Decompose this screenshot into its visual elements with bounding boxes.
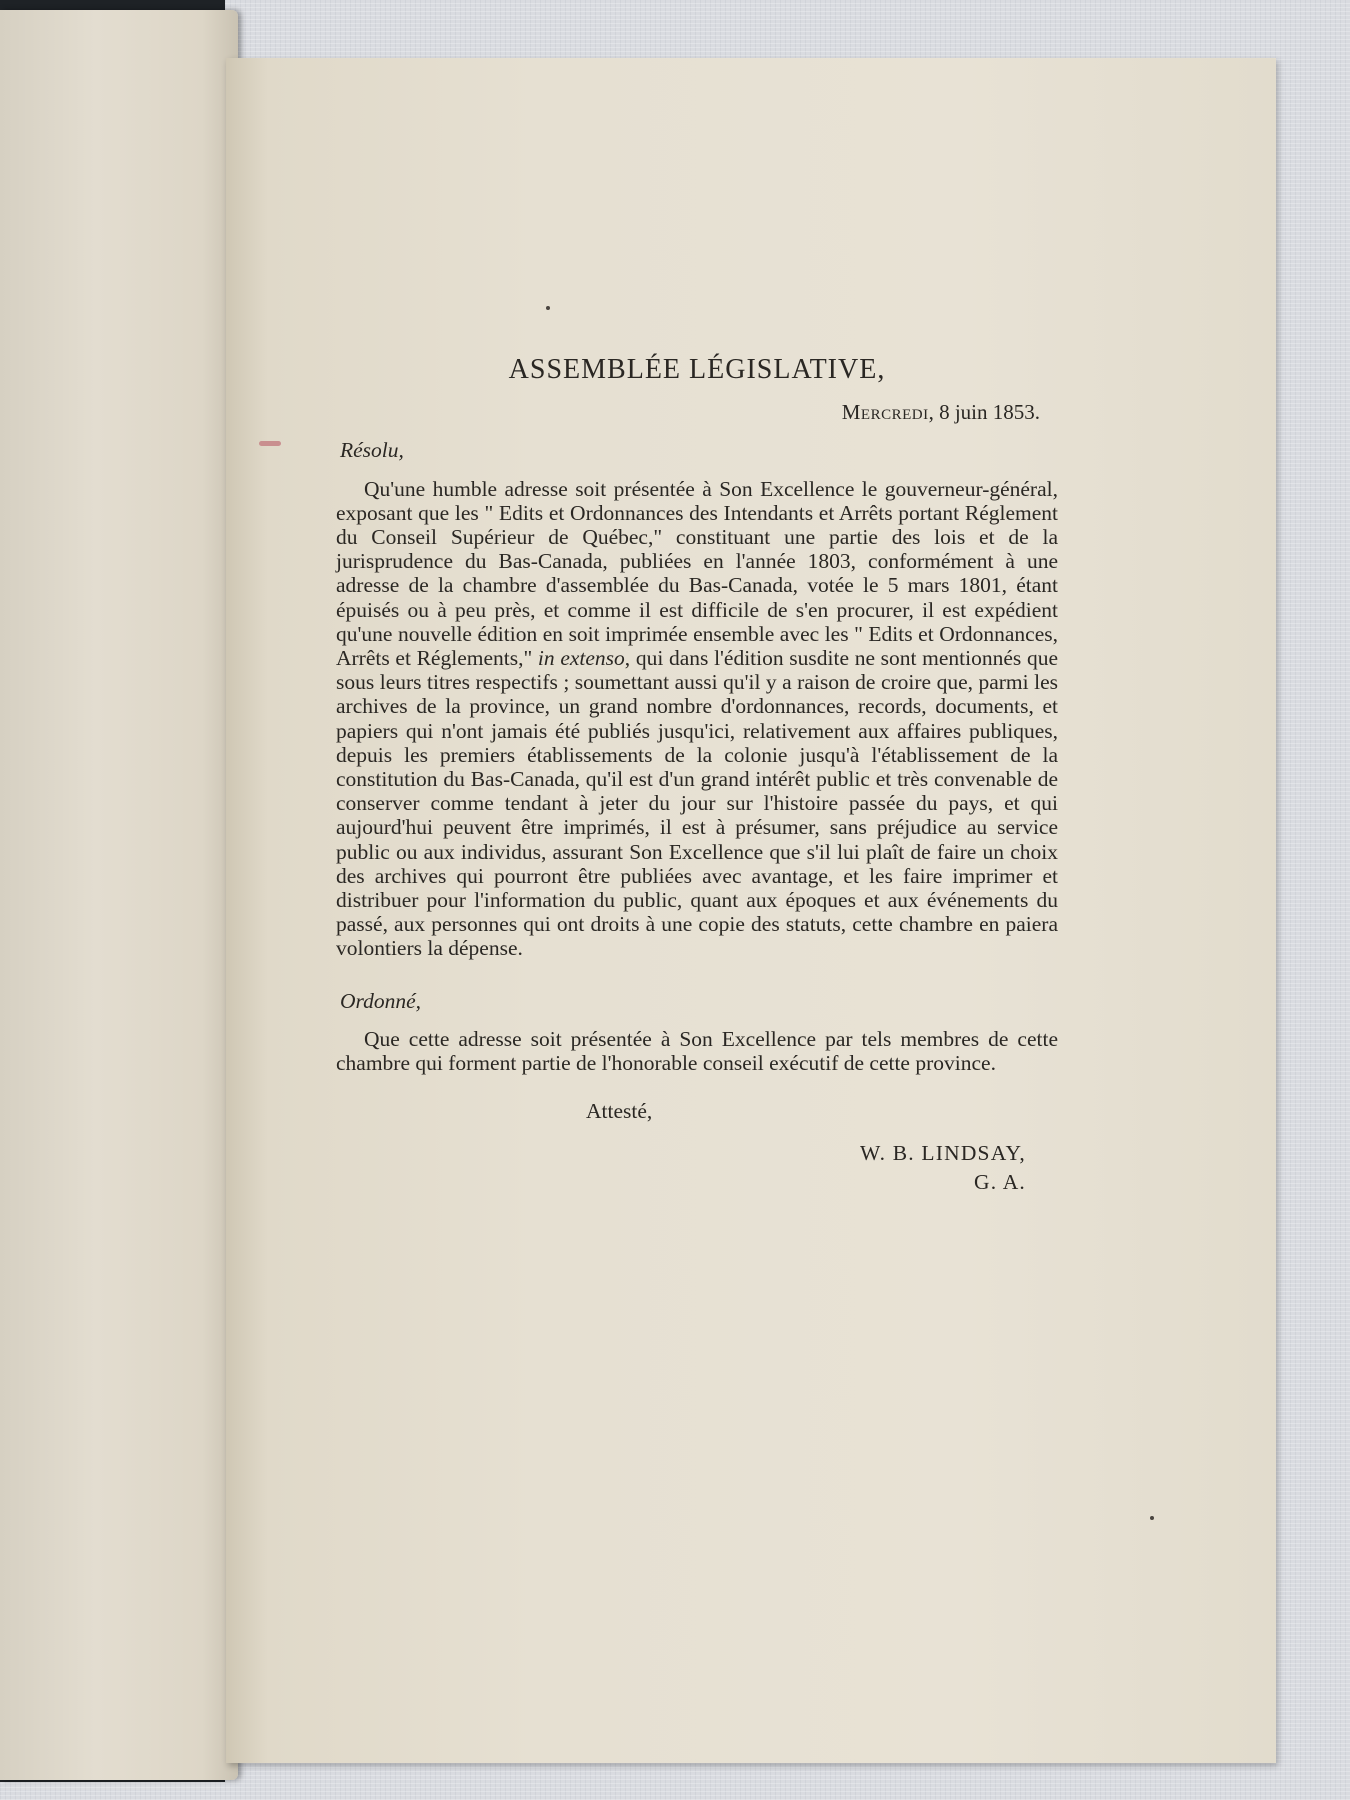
document-page: [226, 58, 1276, 1763]
page-text-block: [336, 354, 1059, 1194]
ink-speck: [1150, 1516, 1154, 1520]
attested-label: Attesté,: [586, 1099, 653, 1124]
ordered-heading: Ordonné,: [340, 988, 422, 1013]
spacer: [336, 961, 1058, 989]
resolved-text-italic: in extenso: [537, 646, 625, 671]
resolved-text-part2: , qui dans l'édition susdite ne sont mentionnés que sous leurs titres respectifs ; soumettant aussi qu'il y a raison de croire que, parmi les archives de la province, un grand nombre d'ordonnances, records, documents, et papiers qui n'ont jamais été publiés jusqu'ici, relativement aux affaires publiques, depuis les premiers établissements de la colonie jusqu'à l'établissement de la constitution du Bas-Canada, qu'il est d'un grand intérêt public et très convenable de conserver comme tendant à jeter du jour sur l'histoire passée du pays, et qui aujourd'hui peuvent être imprimés, il est à présumer, sans préjudice au service public ou aux individus, assurant Son Excellence que s'il lui plaît de faire un choix des archives qui pourront être publiées avec avantage, et les faire imprimer et distribuer pour l'information du public, quant aux époques et aux événements du passé, aux personnes qui ont droits à une copie des statuts, cette chambre en paiera volontiers la dépense.: [336, 646, 1059, 961]
resolved-text-part1: Qu'une humble adresse soit présentée à Son Excellence le gouverneur-général, exposant que les " Edits et Ordonnances des Intendants et Arrêts portant Réglement du Conseil Supérieur de Québec," constituant une partie des lois et de la jurisprudence du Bas-Canada, publiées en l'année 1803, conformément à une adresse de la chambre d'assemblée du Bas-Canada, votée le 5 mars 1801, étant épuisés ou à peu près, et comme il est difficile de s'en procurer, il est expédient qu'une nouvelle édition en soit imprimée ensemble avec les " Edits et Ordonnances, Arrêts et Réglements,": [336, 476, 1058, 671]
document-title: ASSEMBLÉE LÉGISLATIVE,: [508, 354, 886, 385]
red-mark: [259, 441, 281, 446]
document-date: [336, 400, 1040, 424]
ink-speck: [546, 306, 550, 310]
resolved-paragraph: [336, 477, 1058, 961]
date-rest: , 8 juin 1853.: [928, 400, 1040, 425]
signer-title: G. A.: [974, 1169, 1026, 1194]
signer-name: W. B. LINDSAY,: [860, 1141, 1026, 1166]
left-page: [0, 10, 238, 1780]
date-day: Mercredi: [841, 400, 929, 425]
resolved-heading: Résolu,: [340, 438, 404, 463]
ordered-paragraph: Que cette adresse soit présentée à Son Excellence par tels membres de cette chambre qui forment partie de l'honorable conseil exécutif de cette province.: [336, 1026, 1058, 1076]
